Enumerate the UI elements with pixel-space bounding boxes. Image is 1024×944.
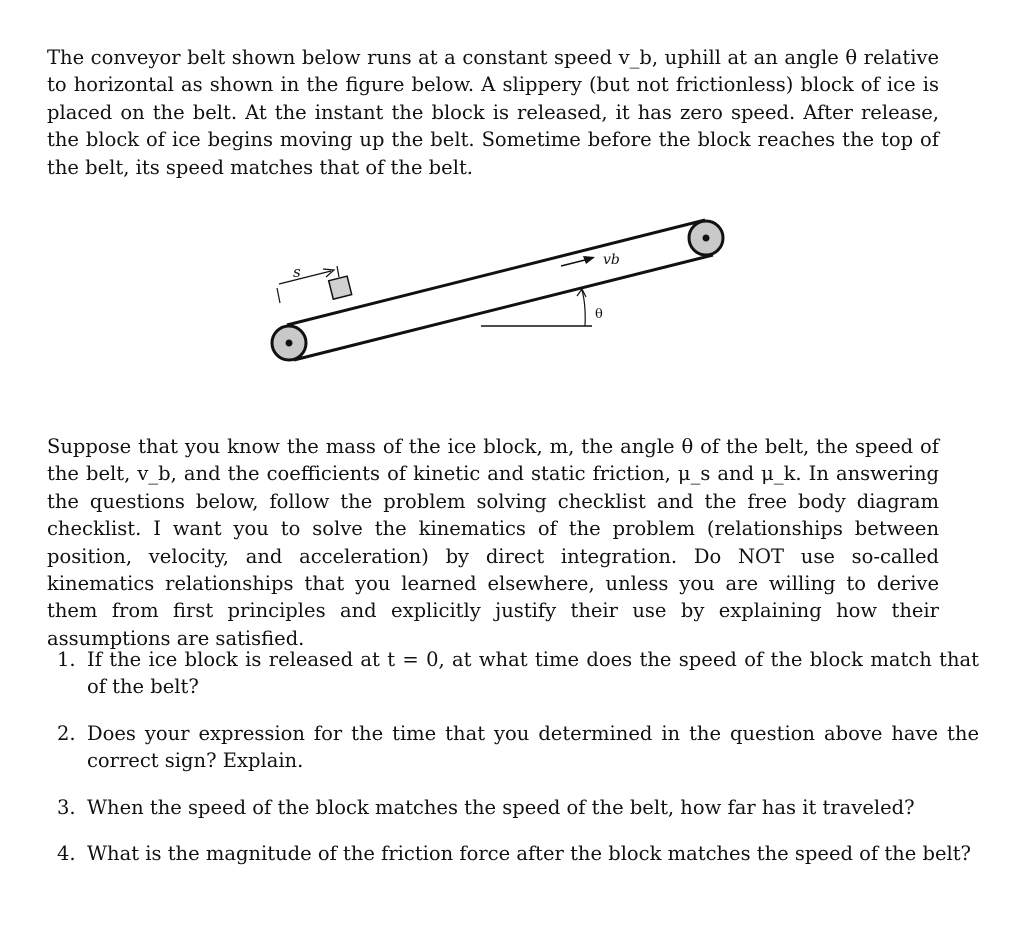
question-item — [47, 794, 979, 821]
conveyor-diagram — [255, 205, 735, 385]
ice-block — [329, 276, 352, 299]
s-end-tick — [337, 266, 339, 277]
s-start-tick — [277, 288, 280, 303]
question-item — [47, 646, 979, 701]
question-text: What is the magnitude of the friction force after the block matches the speed of the belt? — [87, 842, 972, 865]
question-number: 3. — [57, 796, 76, 819]
question-text: Does your expression for the time that you determined in the question above have the correct sign? Explain. — [87, 722, 979, 773]
question-item — [47, 840, 979, 867]
bottom-pulley-axle — [286, 340, 293, 347]
question-number: 2. — [57, 722, 76, 745]
question-text: If the ice block is released at t = 0, at what time does the speed of the block match that of the belt? — [87, 648, 979, 699]
vb-arrowhead — [583, 256, 595, 264]
s-label: s — [293, 263, 301, 281]
question-number: 1. — [57, 648, 76, 671]
s-dimension-line — [279, 271, 331, 284]
top-pulley-axle — [703, 235, 710, 242]
intro-paragraph: The conveyor belt shown below runs at a constant speed v_b, uphill at an angle θ relative to horizontal as shown in the figure below. A slippery (but not frictionless) block of ice is placed on the belt. At the instant the block is released, it has zero speed. After release, the block of ice begins moving up the belt. Sometime before the block reaches the top of the belt, its speed matches that of the belt. — [47, 46, 939, 179]
setup-paragraph: Suppose that you know the mass of the ice block, m, the angle θ of the belt, the speed of the belt, v_b, and the coefficients of kinetic and static friction, μ_s and μ_k. In answering the questions below, follow the problem solving checklist and the free body diagram checklist. I want you to solve the kinematics of the problem (relationships between position, velocity, and acceleration) by direct integration. Do NOT use so-called kinematics relationships that you learned elsewhere, unless you are willing to derive them from first principles and explicitly justify their use by explaining how their assumptions are satisfied. — [47, 435, 939, 650]
vb-label: vb — [603, 252, 620, 268]
question-item — [47, 720, 979, 775]
question-number: 4. — [57, 842, 76, 865]
question-text: When the speed of the block matches the speed of the belt, how far has it traveled? — [87, 796, 915, 819]
conveyor-figure — [255, 205, 735, 385]
theta-label: θ — [595, 307, 603, 322]
